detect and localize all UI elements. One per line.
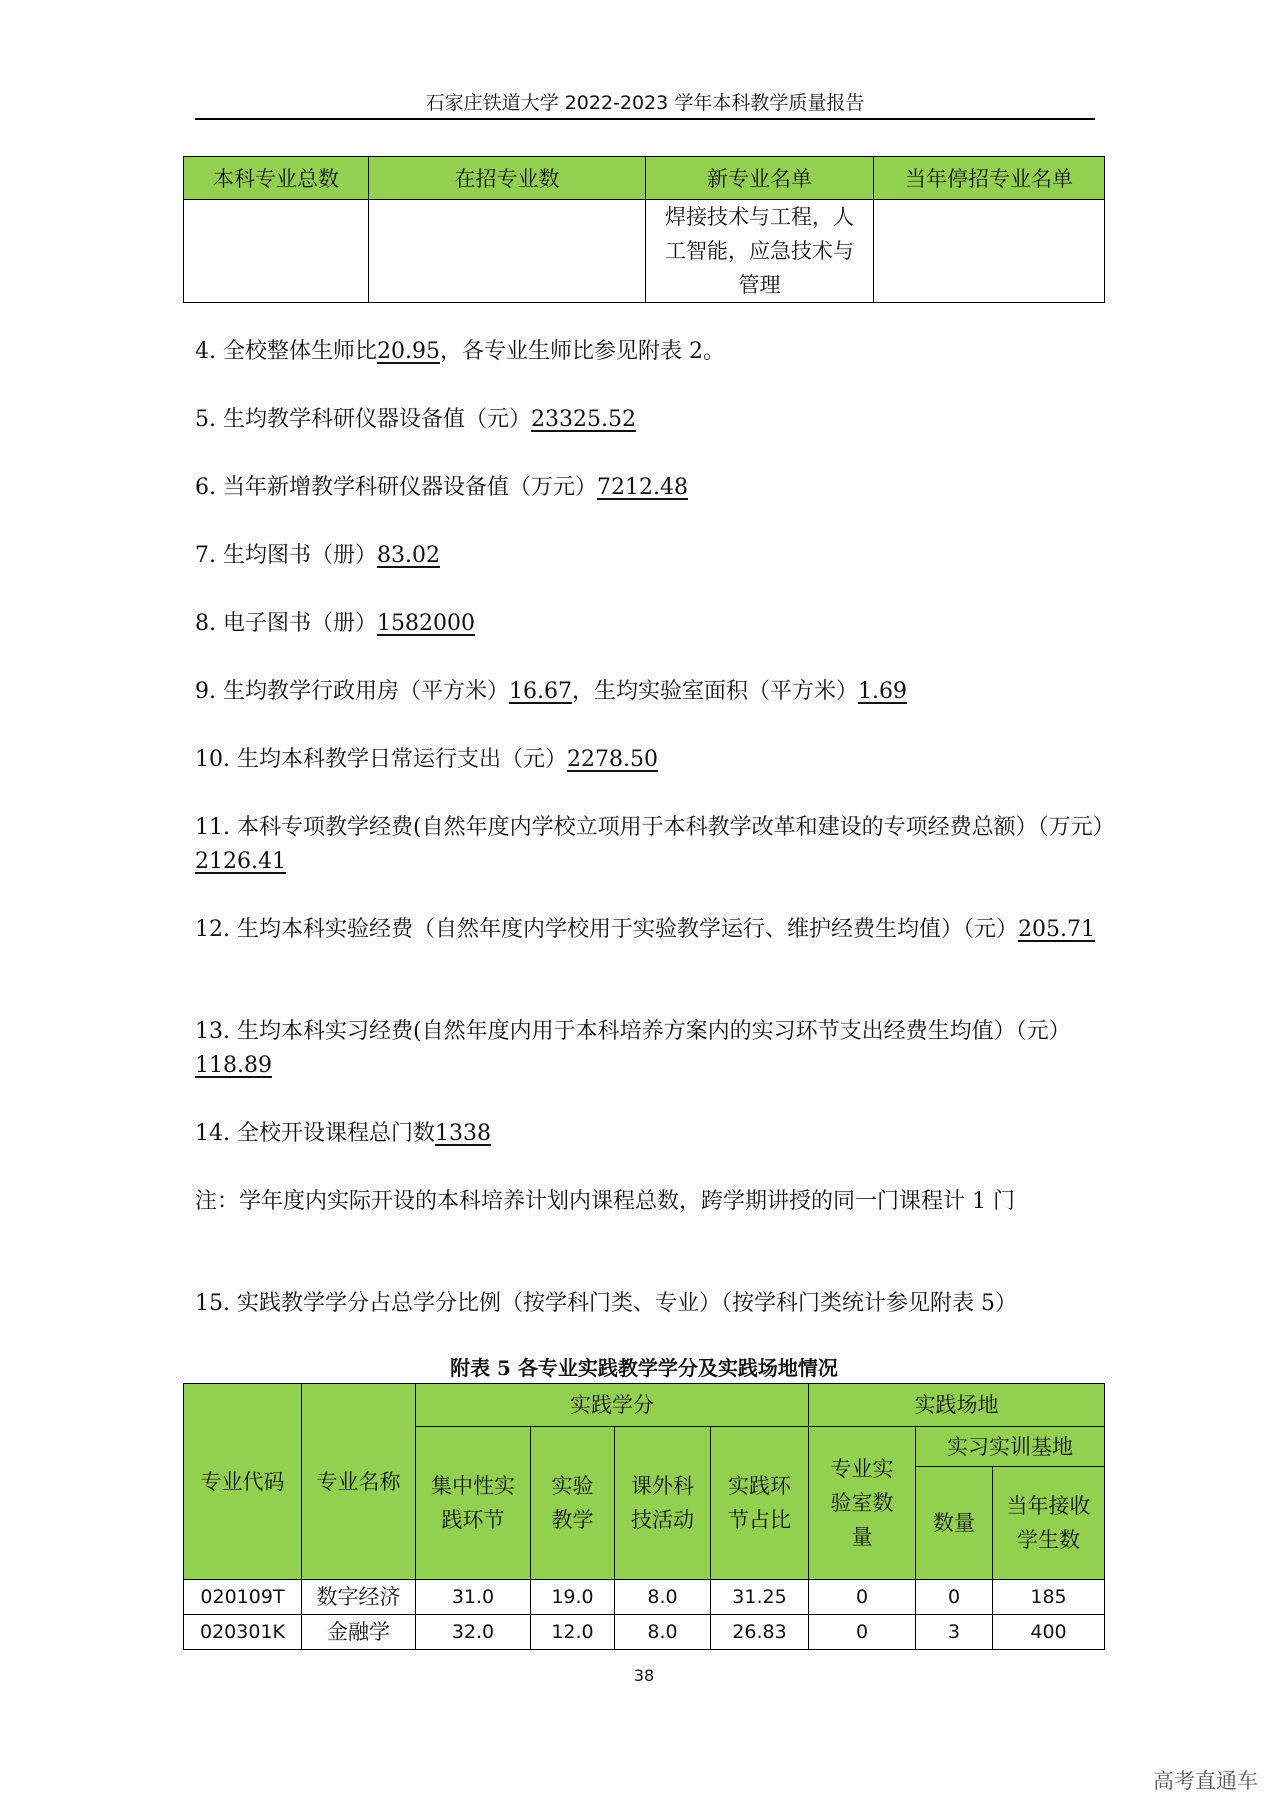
item-value: 1338 [434, 1121, 491, 1146]
cell-extracurricular-activities: 8.0 [615, 1615, 711, 1650]
header-practice-sites: 实践场地 [809, 1384, 1105, 1427]
item-new-equipment [195, 471, 1105, 505]
item-text: 9. 生均教学行政用房（平方米） [195, 679, 509, 704]
header-total-majors: 本科专业总数 [184, 157, 369, 200]
item-value: 205.71 [1017, 917, 1095, 942]
cell-concentrated-practice: 32.0 [416, 1615, 531, 1650]
item-building-area [195, 675, 1105, 709]
header-base-count: 数量 [916, 1467, 993, 1580]
cell-suspended-majors [874, 200, 1105, 303]
item-value: 118.89 [195, 1053, 272, 1078]
item-text: 15. 实践教学学分占总学分比例（按学科门类、专业）（按学科门类统计参见附表 5） [195, 1291, 1017, 1316]
header-extracurricular-activities: 课外科技活动 [615, 1427, 711, 1580]
item-daily-expense [195, 743, 1105, 777]
item-value: 23325.52 [531, 407, 636, 432]
table-row [184, 1615, 1105, 1650]
header-practice-credits: 实践学分 [416, 1384, 809, 1427]
item-value: 1582000 [376, 611, 475, 636]
header-suspended-majors: 当年停招专业名单 [874, 157, 1105, 200]
cell-base-count: 3 [916, 1615, 993, 1650]
header-experiment-teaching: 实验教学 [531, 1427, 615, 1580]
cell-major-name: 数字经济 [302, 1580, 416, 1615]
item-text: 6. 当年新增教学科研仪器设备值（万元） [195, 475, 597, 500]
item-text: 7. 生均图书（册） [195, 543, 377, 568]
header-concentrated-practice: 集中性实践环节 [416, 1427, 531, 1580]
major-summary-table [183, 156, 1105, 303]
cell-total-majors [184, 200, 369, 303]
item-course-count [195, 1117, 1105, 1151]
cell-enrolling-majors [369, 200, 646, 303]
item-value: 83.02 [376, 543, 440, 568]
item-ebooks [195, 607, 1105, 641]
item-value: 16.67 [508, 679, 572, 704]
item-text-2: ，生均实验室面积（平方米） [571, 679, 858, 704]
item-text: 注：学年度内实际开设的本科培养计划内课程总数，跨学期讲授的同一门课程计 1 门 [195, 1189, 1015, 1214]
item-text: 4. 全校整体生师比 [195, 339, 377, 364]
cell-experiment-teaching: 12.0 [531, 1615, 615, 1650]
cell-experiment-teaching: 19.0 [531, 1580, 615, 1615]
cell-lab-count: 0 [809, 1615, 916, 1650]
item-value-2: 1.69 [857, 679, 907, 704]
cell-practice-ratio: 26.83 [711, 1615, 809, 1650]
item-tail: ，各专业生师比参见附表 2。 [439, 339, 725, 364]
header-practice-ratio: 实践环节占比 [711, 1427, 809, 1580]
item-note [195, 1185, 1105, 1219]
cell-practice-ratio: 31.25 [711, 1580, 809, 1615]
page-header: 石家庄铁道大学 2022-2023 学年本科教学质量报告 [425, 92, 865, 114]
item-text: 8. 电子图书（册） [195, 611, 377, 636]
item-value: 20.95 [376, 339, 440, 364]
header-enrolling-majors: 在招专业数 [369, 157, 646, 200]
cell-major-code: 020301K [184, 1615, 302, 1650]
header-training-bases: 实习实训基地 [916, 1427, 1105, 1467]
cell-students-received: 185 [993, 1580, 1105, 1615]
watermark: 高考直通车 [1153, 1769, 1258, 1793]
item-internship-funds [195, 1015, 1105, 1083]
cell-lab-count: 0 [809, 1580, 916, 1615]
item-experiment-funds [195, 913, 1105, 947]
appendix-5-table [183, 1383, 1105, 1650]
item-value: 7212.48 [597, 475, 688, 500]
cell-major-code: 020109T [184, 1580, 302, 1615]
item-text: 5. 生均教学科研仪器设备值（元） [195, 407, 531, 432]
cell-concentrated-practice: 31.0 [416, 1580, 531, 1615]
header-lab-count: 专业实验室数量 [809, 1427, 916, 1580]
item-books-per-student [195, 539, 1105, 573]
item-text: 14. 全校开设课程总门数 [195, 1121, 435, 1146]
header-students-received: 当年接收学生数 [993, 1467, 1105, 1580]
item-text: 11. 本科专项教学经费(自然年度内学校立项用于本科教学改革和建设的专项经费总额）（万元） [195, 815, 1115, 840]
item-equipment-per-student [195, 403, 1105, 437]
item-text: 10. 生均本科教学日常运行支出（元） [195, 747, 567, 772]
item-practice-credit-ratio [195, 1287, 1105, 1321]
item-text: 12. 生均本科实验经费（自然年度内学校用于实验教学运行、维护经费生均值）（元） [195, 917, 1018, 942]
table-row [184, 1580, 1105, 1615]
item-value: 2278.50 [566, 747, 658, 772]
item-special-funds [195, 811, 1115, 879]
item-student-teacher-ratio [195, 335, 1105, 369]
cell-students-received: 400 [993, 1615, 1105, 1650]
cell-new-majors: 焊接技术与工程，人工智能，应急技术与管理 [646, 200, 874, 303]
header-major-name: 专业名称 [302, 1384, 416, 1580]
appendix-caption: 附表 5 各专业实践教学学分及实践场地情况 [450, 1356, 838, 1380]
header-new-majors: 新专业名单 [646, 157, 874, 200]
cell-base-count: 0 [916, 1580, 993, 1615]
cell-extracurricular-activities: 8.0 [615, 1580, 711, 1615]
page-number: 38 [633, 1666, 655, 1685]
cell-major-name: 金融学 [302, 1615, 416, 1650]
header-rule [195, 118, 1095, 120]
item-value: 2126.41 [195, 849, 286, 874]
header-major-code: 专业代码 [184, 1384, 302, 1580]
item-text: 13. 生均本科实习经费(自然年度内用于本科培养方案内的实习环节支出经费生均值）（元） [195, 1019, 1071, 1044]
